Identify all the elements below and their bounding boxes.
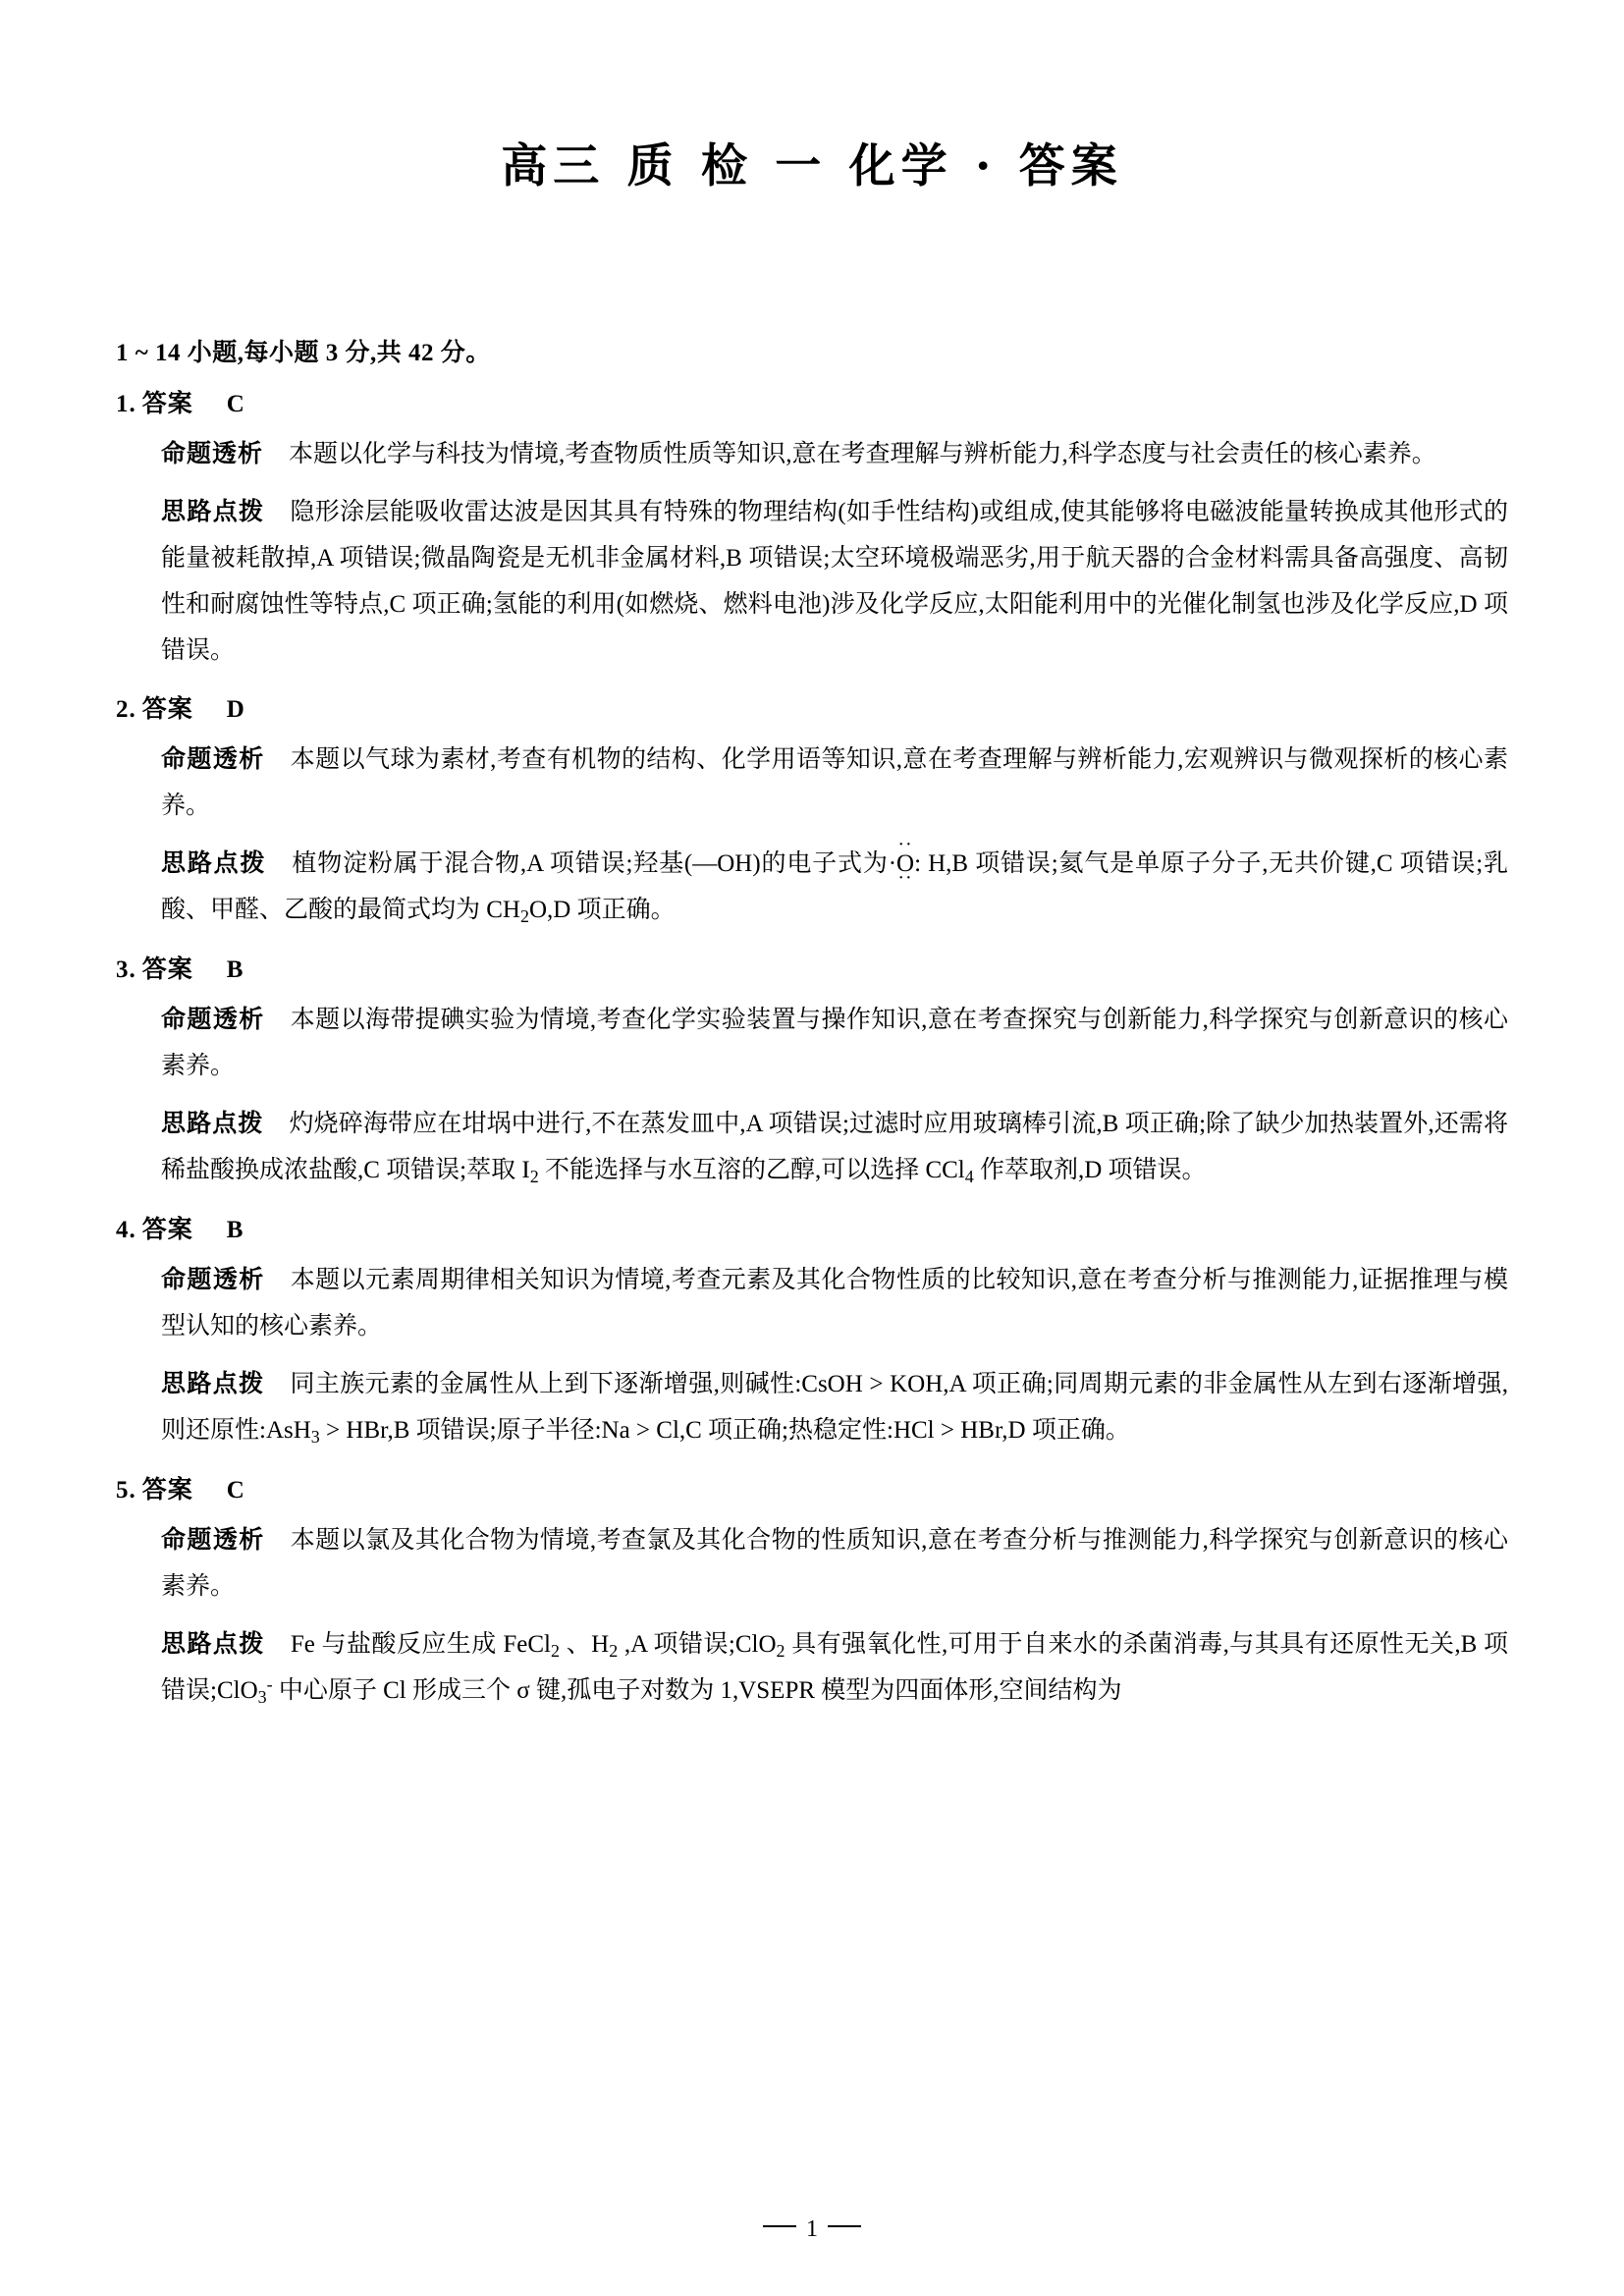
analysis-label: 命题透析 [161, 1526, 265, 1554]
analysis-paragraph [116, 431, 1508, 477]
answer-label: 答案 [141, 956, 193, 983]
answer-value: B [226, 1216, 244, 1243]
hint-text: 植物淀粉属于混合物,A 项错误;羟基(—OH)的电子式为··· O ··: H,B 项错误;氦气是单原子分子,无共价键,C 项错误;乳酸、甲醛、乙酸的最简式均为 $CH_2O,D$ 项正确。 [161, 850, 1508, 923]
answer-line [116, 1470, 1508, 1505]
answer-label: 答案 [141, 696, 193, 723]
answer-value: C [226, 391, 245, 417]
analysis-paragraph [116, 737, 1508, 829]
answer-value: D [226, 696, 245, 723]
answer-line [116, 384, 1508, 419]
answer-value: B [226, 956, 244, 983]
hint-paragraph [116, 1361, 1508, 1454]
hint-paragraph [116, 489, 1508, 674]
hint-label: 思路点拨 [161, 1630, 265, 1658]
question-number: 3. [116, 956, 136, 983]
question-number: 2. [116, 696, 136, 723]
analysis-paragraph [116, 1257, 1508, 1349]
answer-line [116, 950, 1508, 985]
question-block [116, 950, 1508, 1194]
hint-text: 同主族元素的金属性从上到下逐渐增强,则碱性:CsOH > KOH,A 项正确;同周期元素的非金属性从左到右逐渐增强,则还原性:AsH$_3$ > HBr,B 项错误;原子半径:Na > Cl,C 项正确;热稳定性:HCl > HBr,D 项正确。 [161, 1370, 1508, 1447]
answer-label: 答案 [141, 391, 193, 417]
question-block [116, 1470, 1508, 1716]
answer-label: 答案 [141, 1216, 193, 1243]
hint-label: 思路点拨 [161, 850, 267, 877]
analysis-paragraph [116, 1517, 1508, 1610]
analysis-label: 命题透析 [161, 746, 265, 773]
question-number: 4. [116, 1216, 136, 1243]
hint-paragraph [116, 1101, 1508, 1194]
footer-dash-right [828, 2225, 861, 2227]
hint-paragraph [116, 1621, 1508, 1716]
answer-label: 答案 [141, 1476, 193, 1503]
analysis-text: 本题以气球为素材,考查有机物的结构、化学用语等知识,意在考查理解与辨析能力,宏观辨识与微观探析的核心素养。 [161, 746, 1508, 819]
page-footer [0, 2216, 1624, 2243]
footer-dash-left [763, 2225, 796, 2227]
answer-line [116, 689, 1508, 725]
analysis-text: 本题以氯及其化合物为情境,考查氯及其化合物的性质知识,意在考查分析与推测能力,科学探究与创新意识的核心素养。 [161, 1526, 1508, 1600]
analysis-text: 本题以元素周期律相关知识为情境,考查元素及其化合物性质的比较知识,意在考查分析与推测能力,证据推理与模型认知的核心素养。 [161, 1266, 1508, 1339]
analysis-label: 命题透析 [161, 1266, 265, 1293]
analysis-paragraph [116, 997, 1508, 1089]
hint-text: 隐形涂层能吸收雷达波是因其具有特殊的物理结构(如手性结构)或组成,使其能够将电磁波能量转换成其他形式的能量被耗散掉,A 项错误;微晶陶瓷是无机非金属材料,B 项错误;太空环境极端恶劣,用于航天器的合金材料需具备高强度、高韧性和耐腐蚀性等特点,C 项正确;氢能的利用(如燃烧、燃料电池)涉及化学反应,太阳能利用中的光催化制氢也涉及化学反应,D 项错误。 [161, 499, 1508, 664]
analysis-label: 命题透析 [161, 1006, 265, 1033]
analysis-text: 本题以化学与科技为情境,考查物质性质等知识,意在考查理解与辨析能力,科学态度与社会责任的核心素养。 [289, 441, 1436, 467]
analysis-label: 命题透析 [161, 441, 264, 467]
question-list [116, 384, 1508, 1715]
hint-label: 思路点拨 [161, 1110, 264, 1137]
question-number: 5. [116, 1476, 136, 1503]
answer-line [116, 1210, 1508, 1245]
hint-label: 思路点拨 [161, 499, 265, 525]
page-number: 1 [806, 2216, 818, 2242]
page-title: 高三 质 检 一 化学 · 答案 [501, 139, 1123, 193]
hint-text: Fe 与盐酸反应生成 FeCl$_2$ 、$H_2$ ,A 项错误;ClO$_2$ 具有强氧化性,可用于自来水的杀菌消毒,与其具有还原性无关,B 项错误;ClO$_3$- 中心原子 Cl 形成三个 σ 键,孤电子对数为 1,VSEPR 模型为四面体形,空间结构为 [161, 1630, 1508, 1708]
hint-label: 思路点拨 [161, 1370, 265, 1397]
question-block [116, 1210, 1508, 1454]
analysis-text: 本题以海带提碘实验为情境,考查化学实验装置与操作知识,意在考查探究与创新能力,科学探究与创新意识的核心素养。 [161, 1006, 1508, 1079]
question-block [116, 689, 1508, 934]
hint-text: 灼烧碎海带应在坩埚中进行,不在蒸发皿中,A 项错误;过滤时应用玻璃棒引流,B 项正确;除了缺少加热装置外,还需将稀盐酸换成浓盐酸,C 项错误;萃取 $I_2$ 不能选择与水互溶的乙醇,可以选择 CCl$_4$ 作萃取剂,D 项错误。 [161, 1110, 1508, 1186]
question-block [116, 384, 1508, 674]
answer-value: C [226, 1476, 245, 1503]
section-heading: 1 ~ 14 小题,每小题 3 分,共 42 分。 [116, 340, 491, 366]
question-number: 1. [116, 391, 136, 417]
hint-paragraph [116, 841, 1508, 934]
